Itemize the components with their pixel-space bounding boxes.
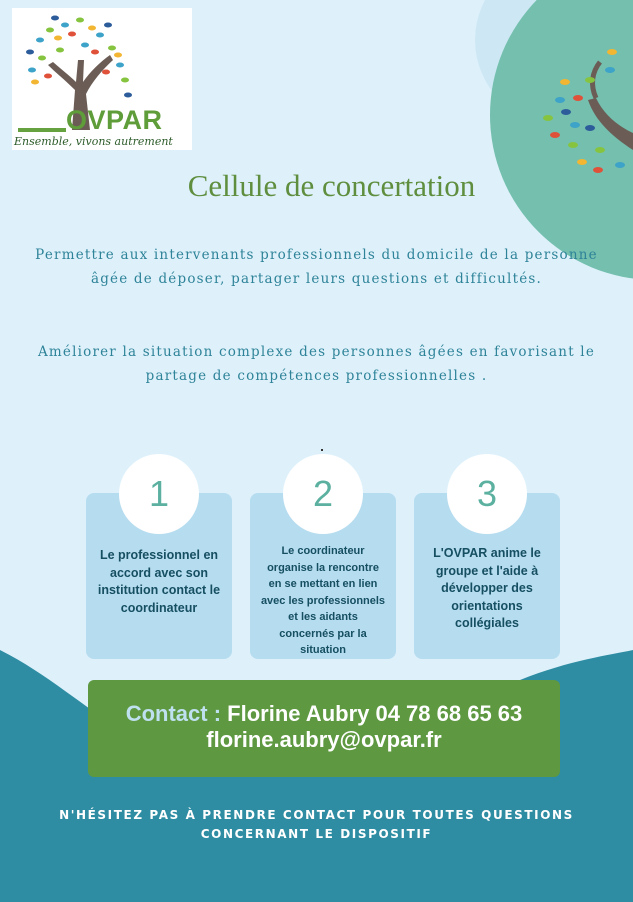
logo-underline <box>18 128 66 132</box>
step-number-1: 1 <box>119 454 199 534</box>
contact-email[interactable]: florine.aubry@ovpar.fr <box>206 727 442 752</box>
step-number-2: 2 <box>283 454 363 534</box>
page-title: Cellule de concertation <box>187 168 476 203</box>
logo-tagline: Ensemble, vivons autrement <box>14 135 173 148</box>
small-dot <box>321 449 323 451</box>
footer-text: N'HÉSITEZ PAS À PRENDRE CONTACT POUR TOUTES QUESTIONS CONCERNANT LE DISPOSITIF <box>59 808 574 841</box>
intro-paragraph-2: Améliorer la situation complexe des personnes âgées en favorisant le partage de compétences professionnelles . <box>37 344 596 384</box>
contact-label: Contact : <box>125 701 222 726</box>
intro-paragraph-1: Permettre aux intervenants professionnels du domicile de la personne âgée de déposer, partager leurs questions et difficultés. <box>35 247 598 287</box>
logo-name: OVPAR <box>66 105 163 135</box>
contact-box <box>88 680 560 777</box>
contact-line-1 <box>88 701 560 727</box>
step-number-3: 3 <box>447 454 527 534</box>
contact-name-phone[interactable]: Florine Aubry 04 78 68 65 63 <box>227 701 523 726</box>
green-circle-top-right <box>490 0 633 280</box>
logo <box>12 8 192 150</box>
step-text-2: Le coordinateur organise la rencontre en se mettant en lien avec les professionnels et les aidants concernés par la situation <box>260 545 386 656</box>
step-text-1: Le professionnel en accord avec son institution contact le coordinateur <box>97 548 221 615</box>
step-text-3: L'OVPAR anime le groupe et l'aide à développer des orientations collégiales <box>433 546 541 630</box>
